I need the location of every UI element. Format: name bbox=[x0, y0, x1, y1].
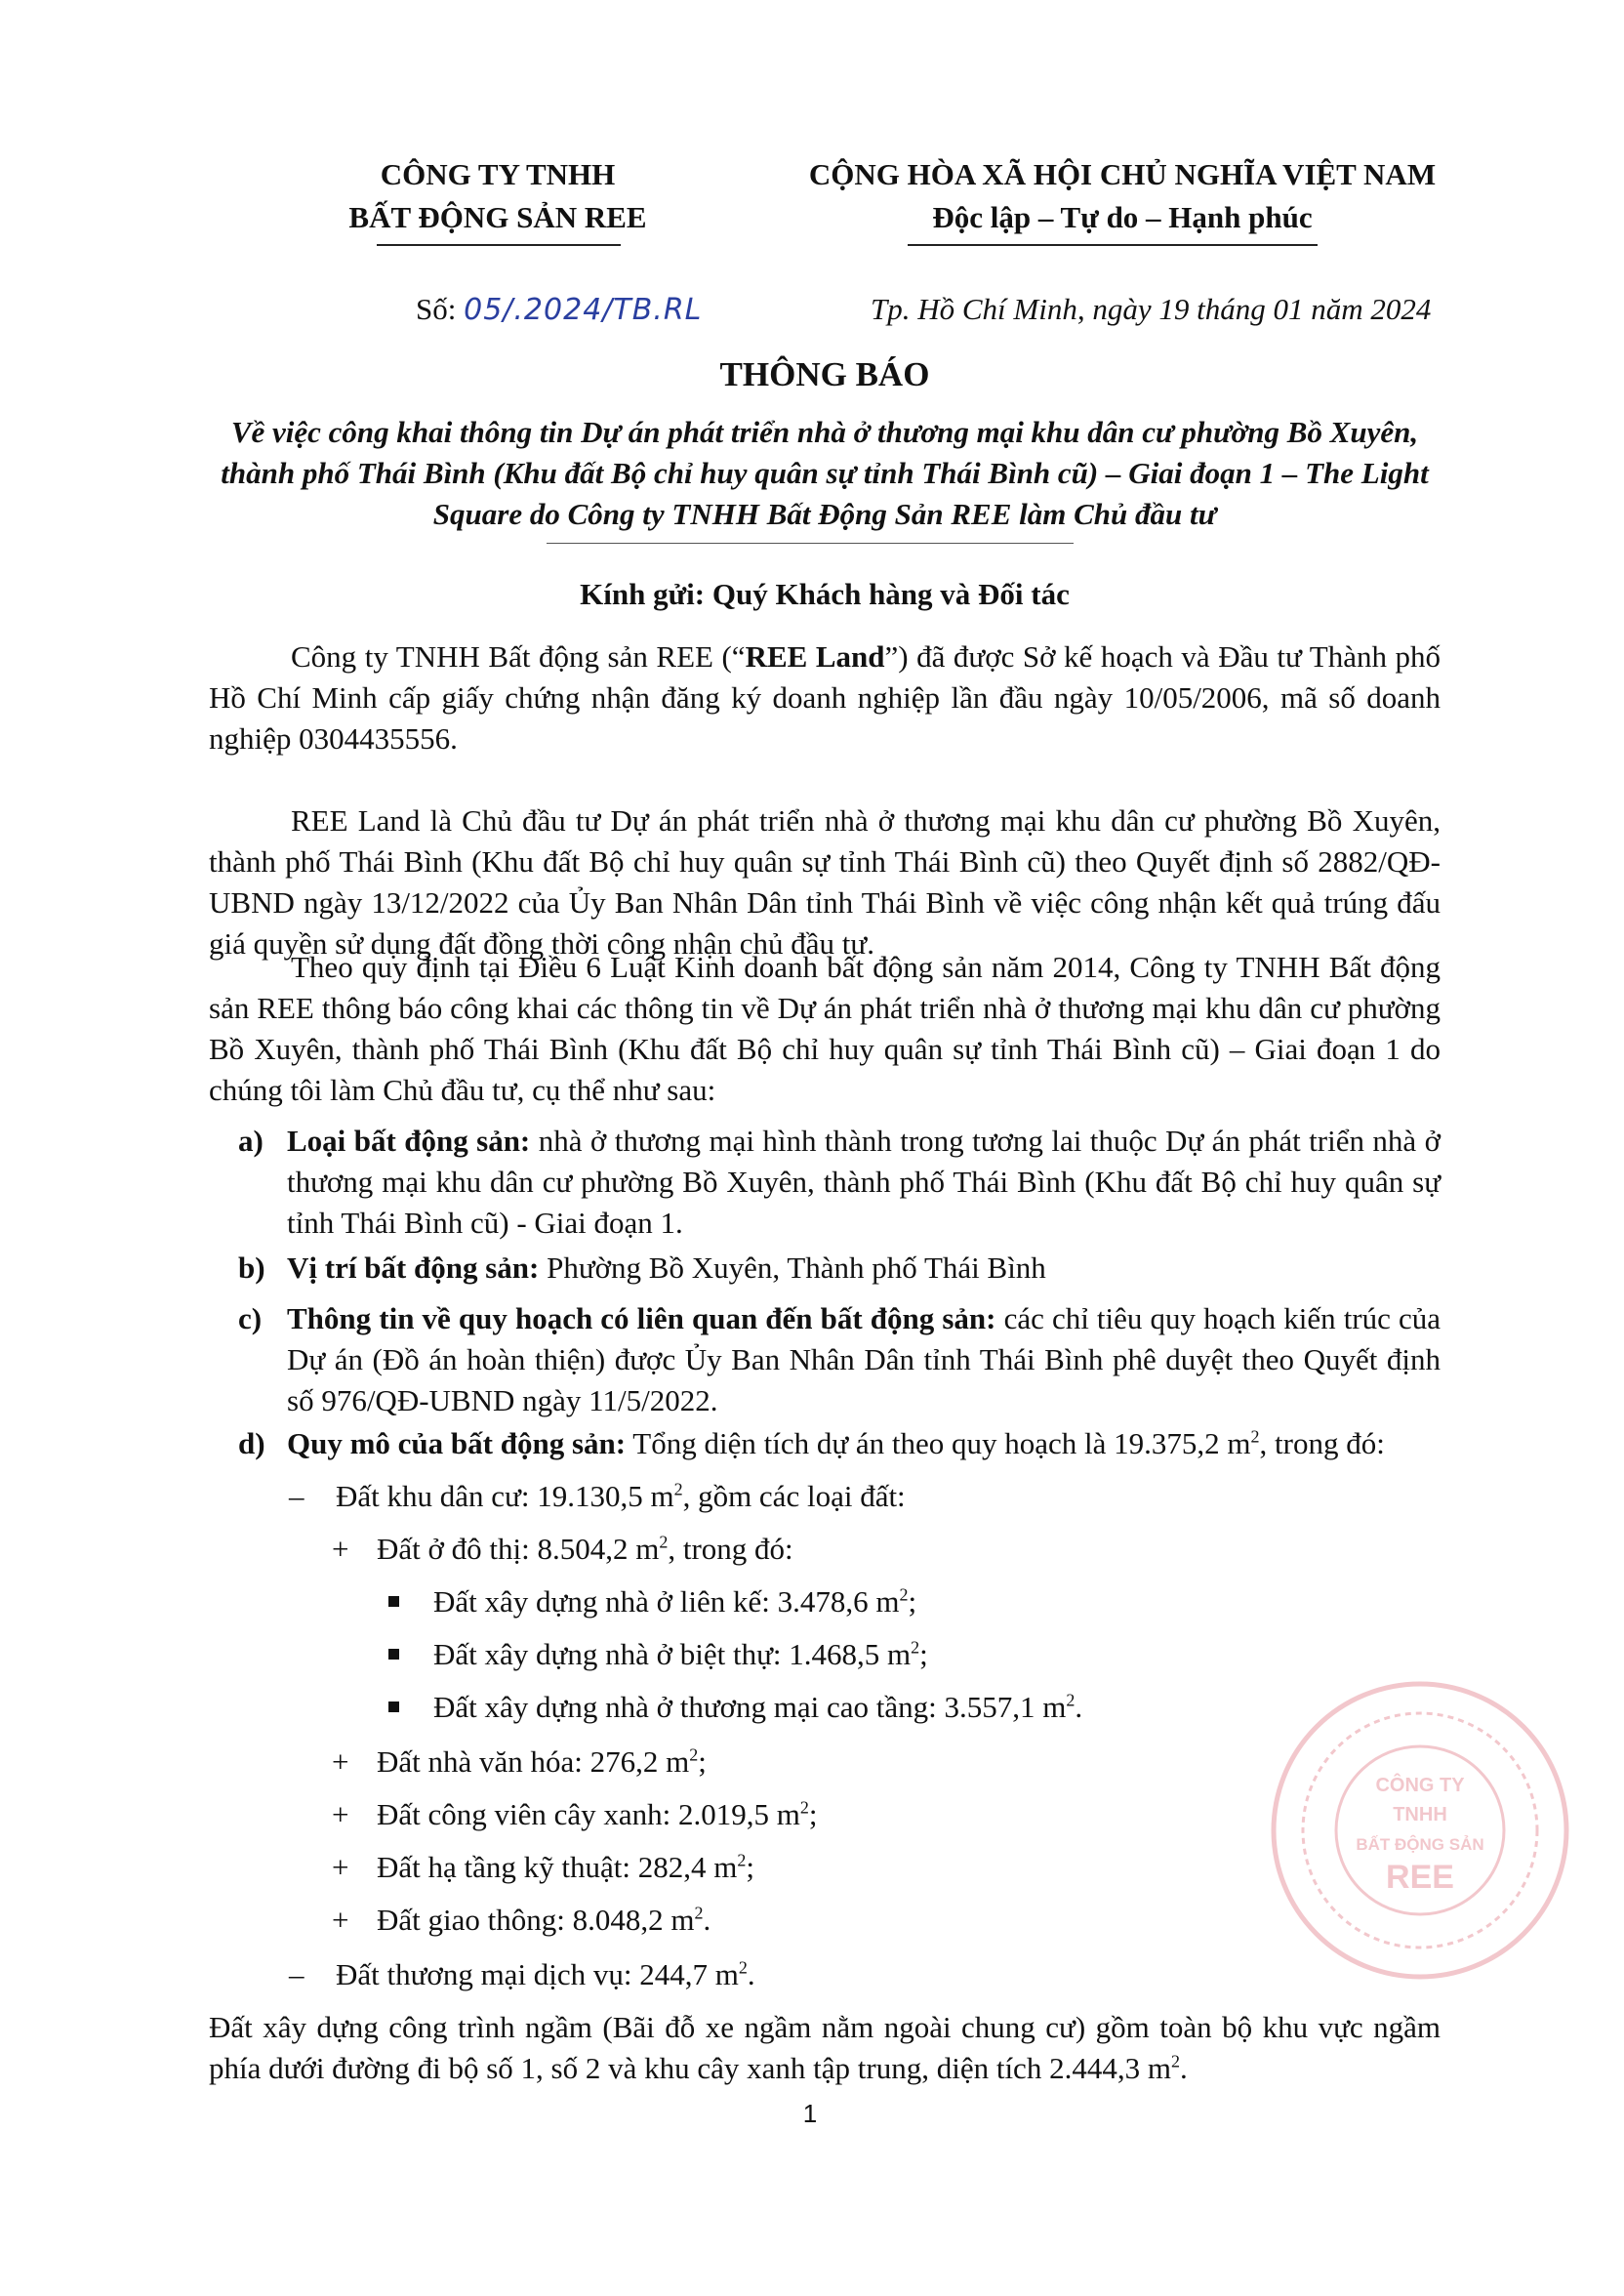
company-underline bbox=[377, 244, 621, 246]
area-highrise-sup: 2 bbox=[1066, 1690, 1076, 1710]
p1-text-a: Công ty TNHH Bất động sản REE (“ bbox=[291, 639, 746, 674]
document-number-label: Số: bbox=[416, 292, 457, 326]
plus-marker: + bbox=[332, 1903, 349, 1937]
area-commercial-tail: . bbox=[747, 1957, 755, 1991]
area-traffic bbox=[377, 1900, 710, 1941]
seal-outer-ring bbox=[1274, 1684, 1566, 1977]
area-infra-text: Đất hạ tầng kỹ thuật: 282,4 m bbox=[377, 1850, 738, 1884]
place-date: Tp. Hồ Chí Minh, ngày 19 tháng 01 năm 2024 bbox=[871, 292, 1432, 326]
seal-text-2: TNHH bbox=[1393, 1804, 1447, 1825]
company-name-line2: BẤT ĐỘNG SẢN REE bbox=[348, 200, 647, 234]
item-d-label: Quy mô của bất động sản: bbox=[287, 1426, 627, 1460]
item-b bbox=[287, 1248, 1441, 1289]
area-park-tail: ; bbox=[808, 1797, 818, 1831]
area-urban-text: Đất ở đô thị: 8.504,2 m bbox=[377, 1532, 660, 1566]
seal-inner-ring bbox=[1303, 1713, 1537, 1948]
item-c-label: Thông tin về quy hoạch có liên quan đến bất động sản: bbox=[287, 1301, 996, 1335]
plus-marker: + bbox=[332, 1797, 349, 1831]
area-park-sup: 2 bbox=[799, 1797, 809, 1818]
title-divider bbox=[547, 543, 1074, 544]
dash-marker: – bbox=[289, 1957, 304, 1991]
item-d-sup: 2 bbox=[1250, 1426, 1260, 1447]
document-title: THÔNG BÁO bbox=[719, 355, 930, 393]
area-park bbox=[377, 1794, 818, 1835]
seal-text-4: REE bbox=[1386, 1859, 1454, 1896]
item-d-marker: d) bbox=[238, 1426, 265, 1460]
area-urban-sup: 2 bbox=[659, 1532, 669, 1552]
area-infra bbox=[377, 1847, 754, 1888]
underground-tail: . bbox=[1179, 2051, 1188, 2085]
area-culture bbox=[377, 1742, 707, 1783]
area-residential-sup: 2 bbox=[673, 1479, 683, 1499]
area-traffic-tail: . bbox=[703, 1903, 711, 1937]
area-traffic-sup: 2 bbox=[694, 1903, 704, 1923]
item-d-tail: , trong đó: bbox=[1259, 1426, 1385, 1460]
area-urban-tail: , trong đó: bbox=[668, 1532, 793, 1566]
item-d-text: Tổng diện tích dự án theo quy hoạch là 19.375,2 m bbox=[626, 1426, 1251, 1460]
item-d bbox=[287, 1423, 1441, 1464]
area-highrise bbox=[433, 1687, 1082, 1728]
p1-ree-land: REE Land bbox=[745, 639, 885, 674]
area-highrise-text: Đất xây dựng nhà ở thương mại cao tầng: 3.557,1 m bbox=[433, 1690, 1067, 1724]
area-terraced bbox=[433, 1581, 916, 1622]
area-terraced-tail: ; bbox=[908, 1584, 917, 1619]
item-a bbox=[287, 1121, 1441, 1244]
bullet-icon bbox=[388, 1596, 399, 1607]
area-residential-tail: , gồm các loại đất: bbox=[682, 1479, 906, 1513]
item-b-label: Vị trí bất động sản: bbox=[287, 1250, 540, 1285]
plus-marker: + bbox=[332, 1532, 349, 1566]
area-commercial-sup: 2 bbox=[738, 1957, 748, 1978]
page-number: 1 bbox=[802, 2099, 818, 2128]
paragraph-underground bbox=[209, 2007, 1441, 2089]
item-a-marker: a) bbox=[238, 1124, 264, 1158]
paragraph-company-registration bbox=[209, 636, 1441, 759]
plus-marker: + bbox=[332, 1850, 349, 1884]
paragraph-disclosure: Theo quy định tại Điều 6 Luật Kinh doanh bất động sản năm 2014, Công ty TNHH Bất động sản REE thông báo công khai các thông tin về Dự án phát triển nhà ở thương mại khu dân cư phường Bồ Xuyên, thành phố Thái Bình (Khu đất Bộ chỉ huy quân sự tỉnh Thái Bình cũ) – Giai đoạn 1 do chúng tôi làm Chủ đầu tư, cụ thể như sau: bbox=[209, 950, 1441, 1107]
plus-marker: + bbox=[332, 1744, 349, 1779]
area-villa-sup: 2 bbox=[911, 1637, 920, 1658]
area-culture-sup: 2 bbox=[689, 1744, 699, 1765]
seal-text-3: BẤT ĐỘNG SẢN bbox=[1356, 1835, 1484, 1854]
dash-marker: – bbox=[289, 1479, 304, 1513]
area-park-text: Đất công viên cây xanh: 2.019,5 m bbox=[377, 1797, 800, 1831]
area-commercial bbox=[336, 1954, 755, 1995]
area-residential-text: Đất khu dân cư: 19.130,5 m bbox=[336, 1479, 674, 1513]
company-seal bbox=[1259, 1669, 1581, 1991]
subject-line-1: Về việc công khai thông tin Dự án phát triển nhà ở thương mại khu dân cư phường Bồ Xuyên, bbox=[230, 415, 1419, 449]
area-terraced-sup: 2 bbox=[899, 1584, 909, 1605]
item-c-marker: c) bbox=[238, 1301, 263, 1335]
subject-line-3: Square do Công ty TNHH Bất Động Sản REE làm Chủ đầu tư bbox=[432, 497, 1217, 531]
area-terraced-text: Đất xây dựng nhà ở liên kế: 3.478,6 m bbox=[433, 1584, 900, 1619]
item-a-text: nhà ở thương mại hình thành trong tương lai thuộc Dự án phát triển nhà ở thương mại khu dân cư phường Bồ Xuyên, thành phố Thái Bình (Khu đất Bộ chỉ huy quân sự tỉnh Thái Bình cũ) - Giai đoạn 1. bbox=[287, 1124, 1441, 1240]
document-number-handwritten: 05/.2024/TB.RL bbox=[464, 293, 703, 327]
area-traffic-text: Đất giao thông: 8.048,2 m bbox=[377, 1903, 695, 1937]
area-culture-text: Đất nhà văn hóa: 276,2 m bbox=[377, 1744, 690, 1779]
item-c bbox=[287, 1298, 1441, 1421]
subject-line-2: thành phố Thái Bình (Khu đất Bộ chỉ huy quân sự tỉnh Thái Bình cũ) – Giai đoạn 1 – The Light bbox=[221, 456, 1429, 490]
area-villa-text: Đất xây dựng nhà ở biệt thự: 1.468,5 m bbox=[433, 1637, 912, 1671]
item-a-label: Loại bất động sản: bbox=[287, 1124, 531, 1158]
area-residential bbox=[336, 1476, 906, 1517]
area-highrise-tail: . bbox=[1075, 1690, 1083, 1724]
area-infra-sup: 2 bbox=[737, 1850, 747, 1870]
area-villa bbox=[433, 1634, 928, 1675]
area-commercial-text: Đất thương mại dịch vụ: 244,7 m bbox=[336, 1957, 739, 1991]
bullet-icon bbox=[388, 1702, 399, 1712]
area-urban bbox=[377, 1529, 793, 1570]
underground-sup: 2 bbox=[1170, 2051, 1180, 2071]
p1-text-b: ”) đã được Sở kế hoạch và Đầu tư Thành phố Hồ Chí Minh cấp giấy chứng nhận đăng ký doanh nghiệp lần đầu ngày 10/05/2006, mã số doanh nghiệp 0304435556. bbox=[209, 639, 1441, 756]
seal-text-1: CÔNG TY bbox=[1375, 1775, 1465, 1796]
document-number bbox=[416, 289, 702, 331]
nation-motto: Độc lập – Tự do – Hạnh phúc bbox=[932, 200, 1313, 234]
item-b-text: Phường Bồ Xuyên, Thành phố Thái Bình bbox=[539, 1250, 1046, 1285]
item-b-marker: b) bbox=[238, 1250, 265, 1285]
area-culture-tail: ; bbox=[698, 1744, 707, 1779]
company-name-line1: CÔNG TY TNHH bbox=[380, 157, 616, 191]
item-c-text: các chỉ tiêu quy hoạch kiến trúc của Dự án (Đồ án hoàn thiện) được Ủy Ban Nhân Dân tỉnh Thái Bình phê duyệt theo Quyết định số 976/QĐ-UBND ngày 11/5/2022. bbox=[287, 1301, 1441, 1417]
area-infra-tail: ; bbox=[746, 1850, 754, 1884]
motto-underline bbox=[908, 244, 1318, 246]
paragraph-investor: REE Land là Chủ đầu tư Dự án phát triển nhà ở thương mại khu dân cư phường Bồ Xuyên, thành phố Thái Bình (Khu đất Bộ chỉ huy quân sự tỉnh Thái Bình cũ) theo Quyết định số 2882/QĐ-UBND ngày 13/12/2022 của Ủy Ban Nhân Dân tỉnh Thái Bình về việc công nhận kết quả trúng đấu giá quyền sử dụng đất đồng thời công nhận chủ đầu tư. bbox=[209, 803, 1441, 961]
bullet-icon bbox=[388, 1649, 399, 1660]
area-villa-tail: ; bbox=[919, 1637, 928, 1671]
nation-title: CỘNG HÒA XÃ HỘI CHỦ NGHĨA VIỆT NAM bbox=[808, 157, 1437, 191]
underground-text: Đất xây dựng công trình ngầm (Bãi đỗ xe ngầm nằm ngoài chung cư) gồm toàn bộ khu vực ngầm phía dưới đường đi bộ số 1, số 2 và khu cây xanh tập trung, diện tích 2.444,3 m bbox=[209, 2010, 1441, 2085]
greeting: Kính gửi: Quý Khách hàng và Đối tác bbox=[580, 577, 1070, 611]
